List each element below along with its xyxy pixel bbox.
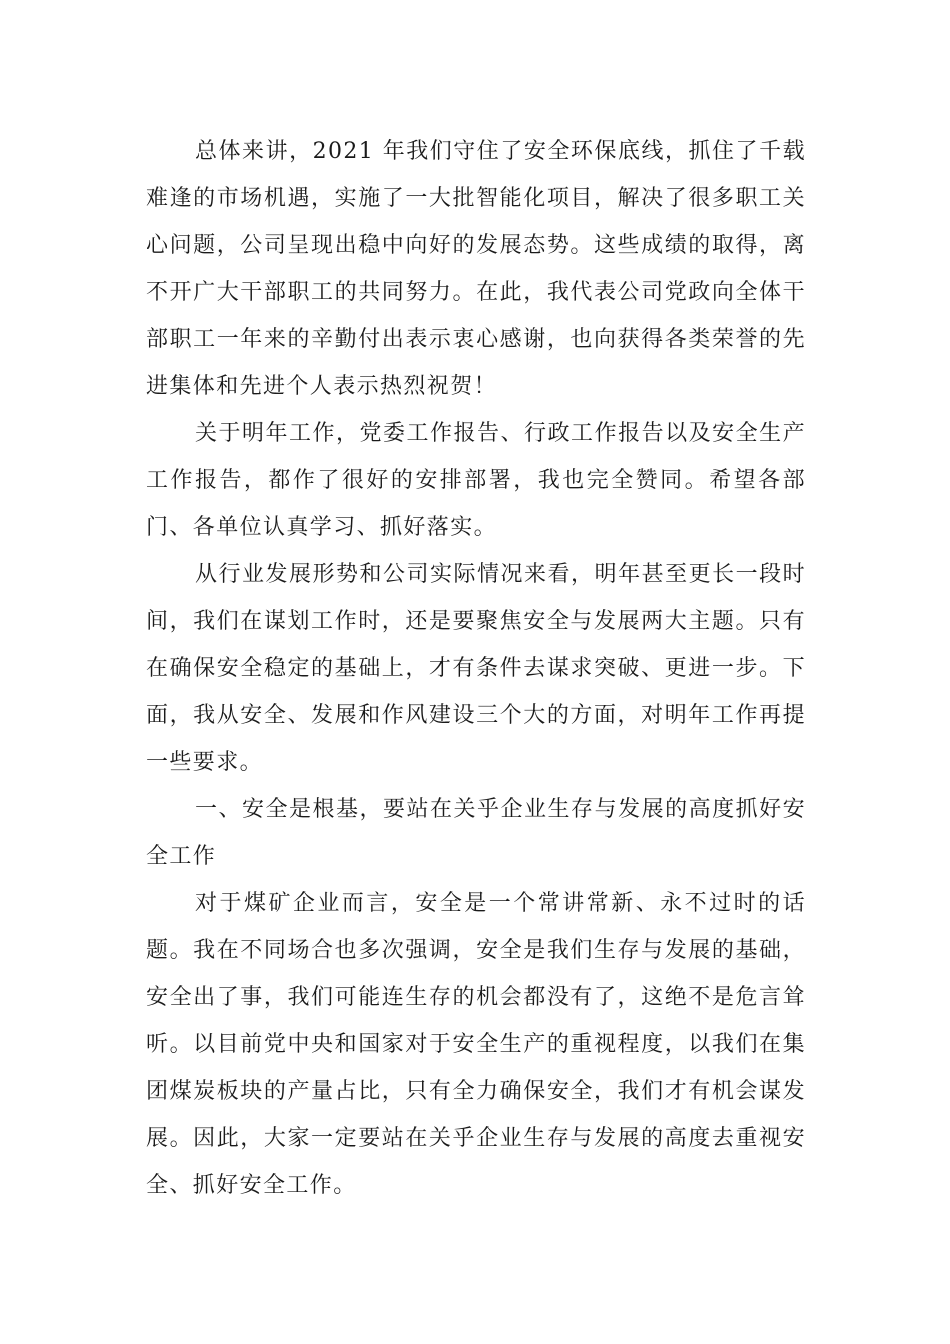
paragraph-summary: 总体来讲，2021 年我们守住了安全环保底线，抓住了千载难逢的市场机遇，实施了一大批智能化项目，解决了很多职工关心问题，公司呈现出稳中向好的发展态势。这些成绩的取得，离不开广大干部职工的共同努力。在此，我代表公司党政向全体干部职工一年来的辛勤付出表示衷心感谢，也向获得各类荣誉的先进集体和先进个人表示热烈祝贺！ xyxy=(146,139,806,399)
document-body xyxy=(146,128,806,1209)
paragraph-next-year-work: 关于明年工作，党委工作报告、行政工作报告以及安全生产工作报告，都作了很好的安排部署，我也完全赞同。希望各部门、各单位认真学习、抓好落实。 xyxy=(146,421,806,540)
paragraph-focus-themes: 从行业发展形势和公司实际情况来看，明年甚至更长一段时间，我们在谋划工作时，还是要聚焦安全与发展两大主题。只有在确保安全稳定的基础上，才有条件去谋求突破、更进一步。下面，我从安全、发展和作风建设三个大的方面，对明年工作再提一些要求。 xyxy=(146,562,806,775)
paragraph-safety: 对于煤矿企业而言，安全是一个常讲常新、永不过时的话题。我在不同场合也多次强调，安全是我们生存与发展的基础，安全出了事，我们可能连生存的机会都没有了，这绝不是危言耸听。以目前党中央和国家对于安全生产的重视程度，以我们在集团煤炭板块的产量占比，只有全力确保安全，我们才有机会谋发展。因此，大家一定要站在关乎企业生存与发展的高度去重视安全、抓好安全工作。 xyxy=(146,891,806,1198)
section-heading-safety: 一、安全是根基，要站在关乎企业生存与发展的高度抓好安全工作 xyxy=(146,797,806,869)
